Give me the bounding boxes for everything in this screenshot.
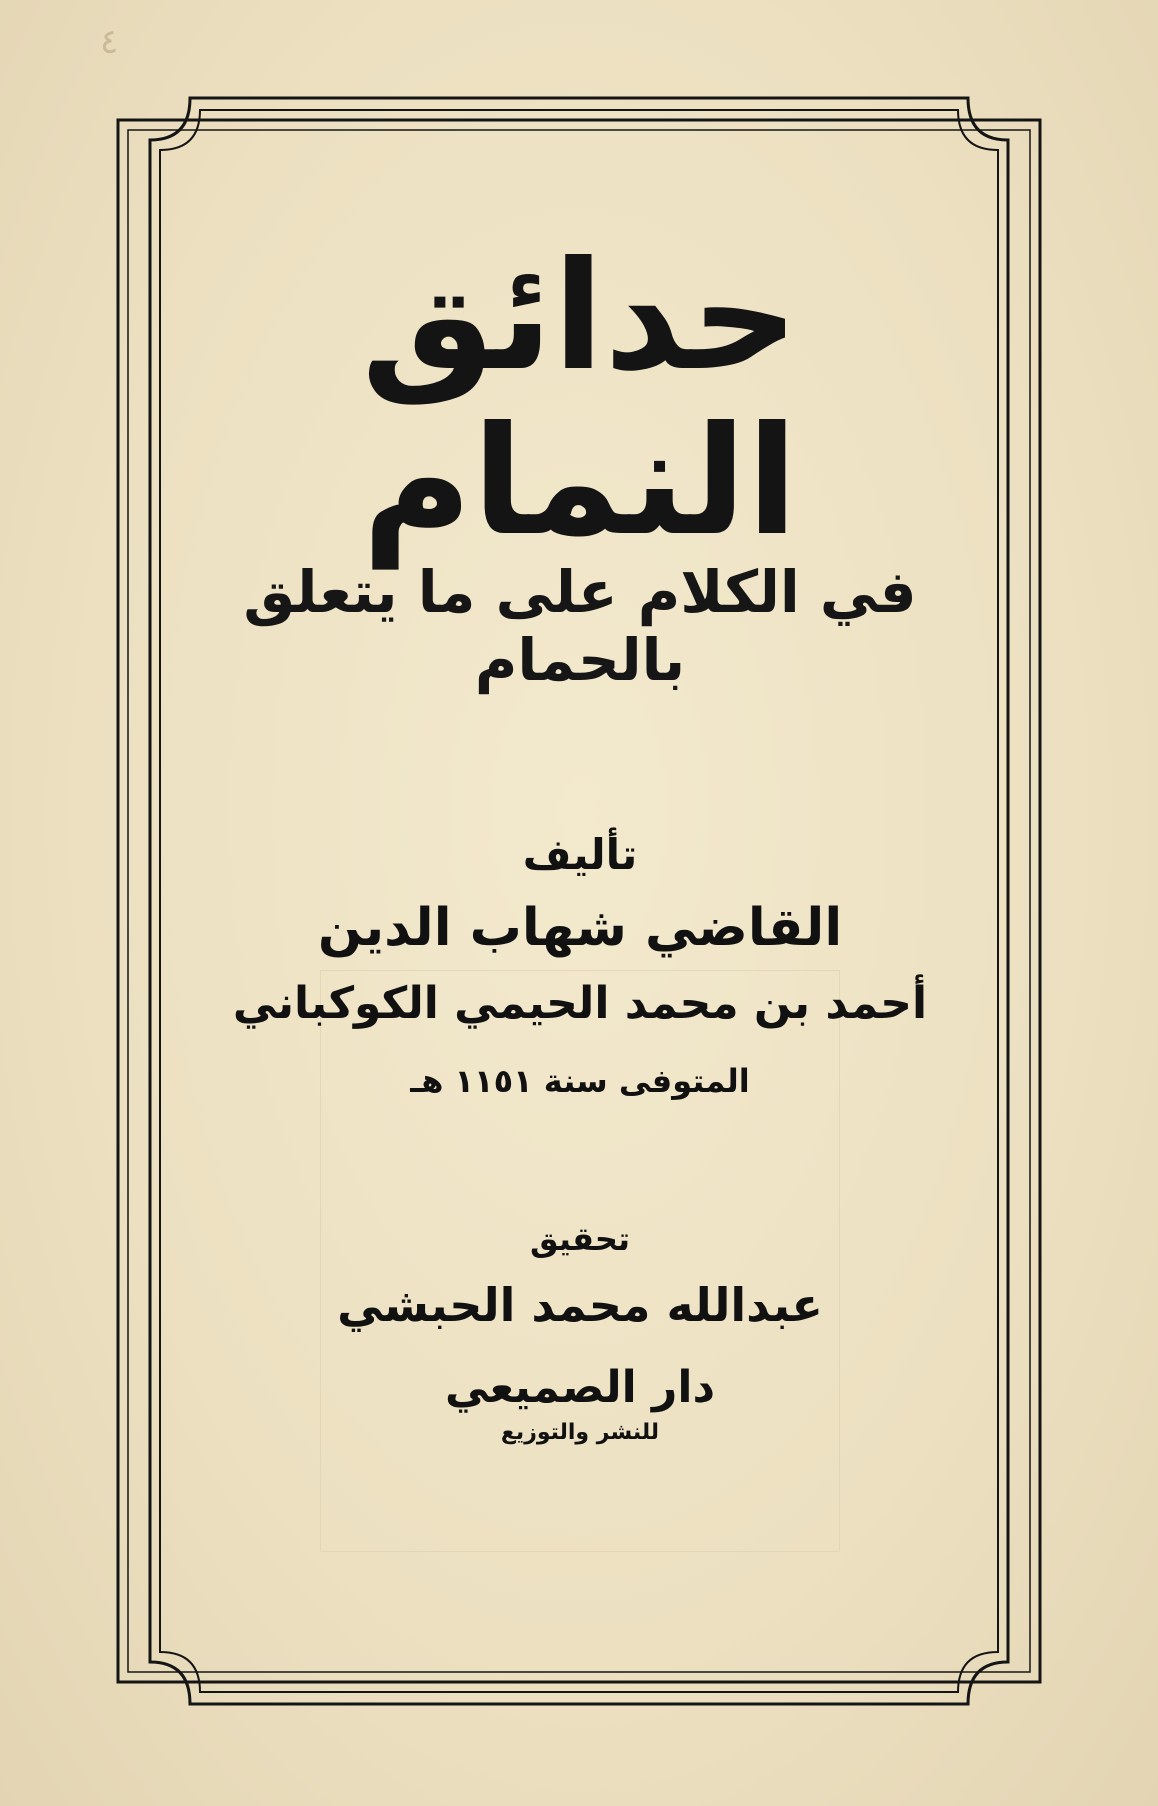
author-label: تأليف: [522, 830, 638, 879]
author-title: القاضي شهاب الدين: [317, 898, 843, 958]
editor-name: عبدالله محمد الحبشي: [337, 1278, 823, 1332]
publisher-tagline: للنشر والتوزيع: [500, 1420, 660, 1445]
book-title: حدائق النمام: [361, 230, 799, 569]
author-death-date: المتوفى سنة ١١٥١ هـ: [410, 1062, 750, 1100]
book-subtitle: في الكلام على ما يتعلق بالحمام: [243, 558, 917, 694]
publisher-name: دار الصميعي: [444, 1362, 716, 1413]
author-name: أحمد بن محمد الحيمي الكوكباني: [232, 978, 928, 1029]
editor-label: تحقيق: [529, 1220, 630, 1258]
pencil-mark: ٤: [100, 22, 119, 62]
title-page: [150, 130, 1010, 1690]
bleed-through-area: [320, 970, 840, 1552]
